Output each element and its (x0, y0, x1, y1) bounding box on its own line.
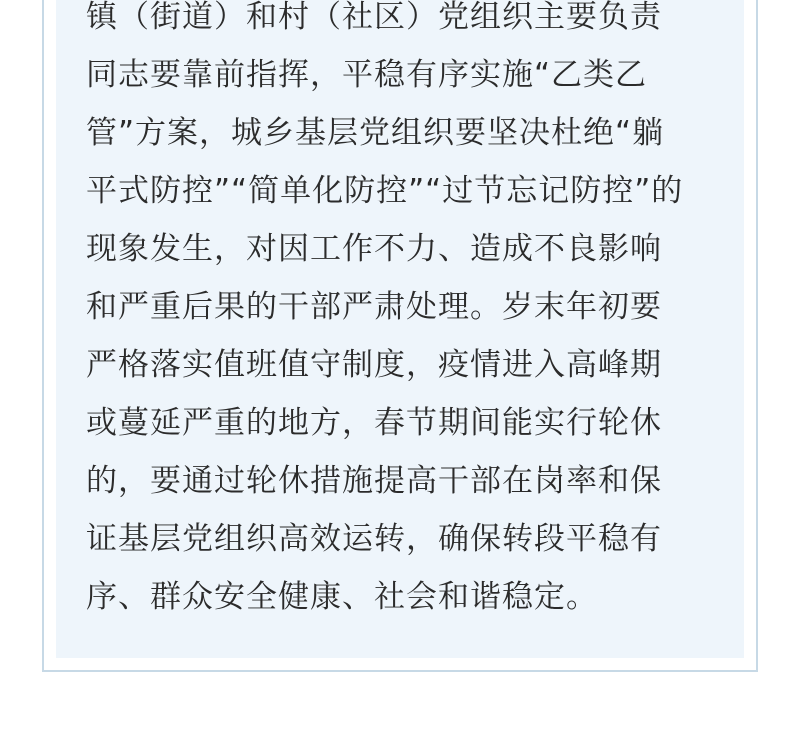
article-line: 的，要通过轮休措施提高干部在岗率和保 (86, 463, 662, 499)
article-line: 同志要靠前指挥，平稳有序实施“乙类乙 (86, 57, 648, 93)
article-line: 管”方案，城乡基层党组织要坚决杜绝“躺 (86, 115, 665, 151)
article-line: 镇（街道）和村（社区）党组织主要负责 (86, 0, 662, 35)
article-body (86, 0, 726, 626)
article-line: 序、群众安全健康、社会和谐稳定。 (86, 579, 598, 615)
article-line: 现象发生，对因工作不力、造成不良影响 (86, 231, 662, 267)
article-line: 严格落实值班值守制度，疫情进入高峰期 (86, 347, 662, 383)
article-line: 证基层党组织高效运转，确保转段平稳有 (86, 521, 662, 557)
article-line: 或蔓延严重的地方，春节期间能实行轮休 (86, 405, 662, 441)
article-line: 平式防控”“简单化防控”“过节忘记防控”的 (86, 173, 684, 209)
article-line: 和严重后果的干部严肃处理。岁末年初要 (86, 289, 662, 325)
